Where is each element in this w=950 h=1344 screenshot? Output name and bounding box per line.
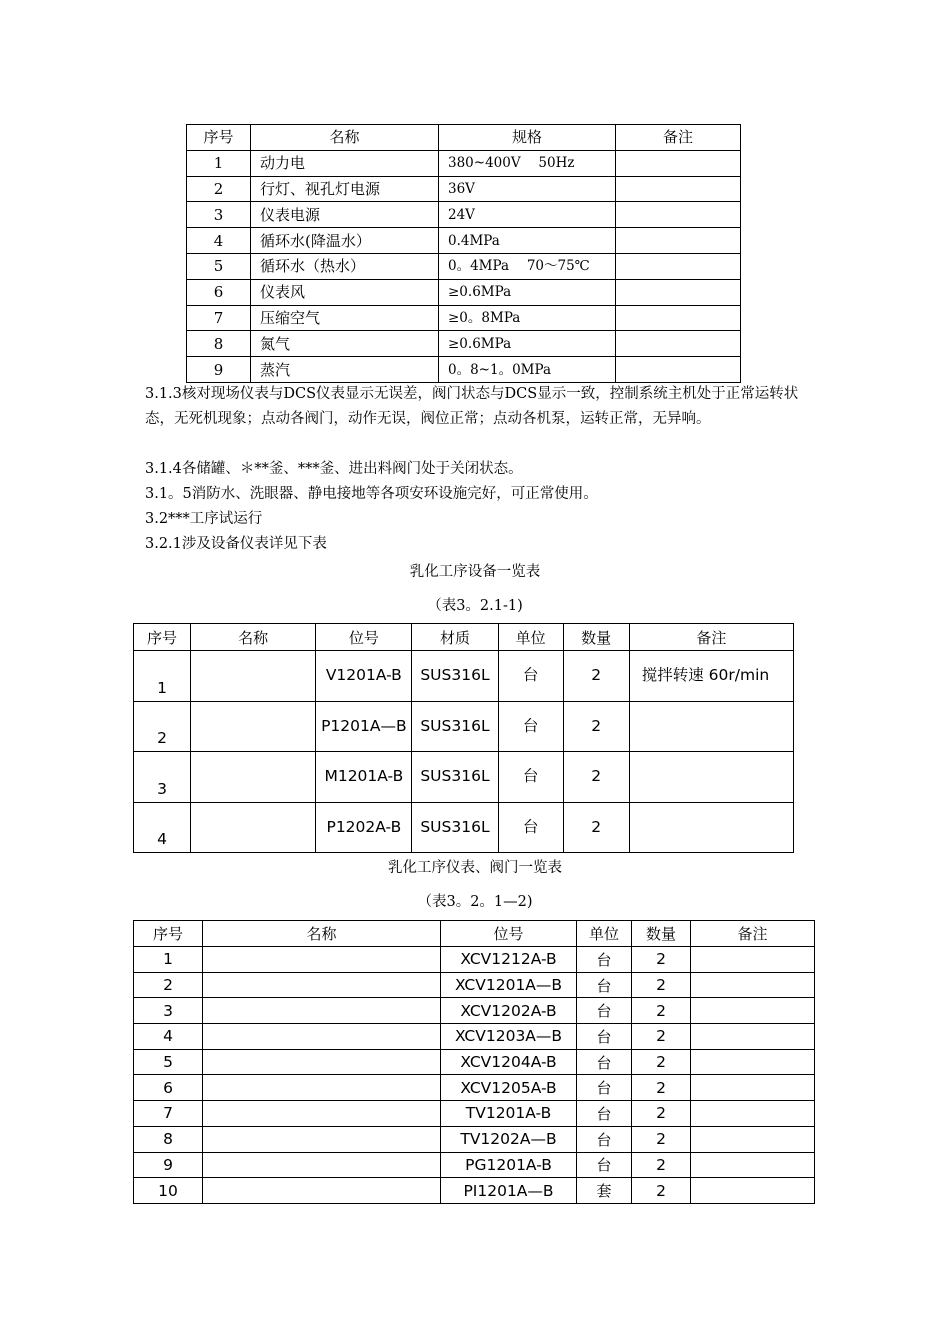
cell-remark [629, 752, 793, 803]
cell-remark [616, 228, 741, 254]
cell-remark [691, 1152, 815, 1178]
cell-remark [691, 1075, 815, 1101]
header-no: 序号 [187, 125, 251, 151]
cell-remark [691, 1101, 815, 1127]
cell-no: 5 [134, 1049, 203, 1075]
cell-no: 9 [134, 1152, 203, 1178]
cell-unit: 台 [498, 752, 563, 803]
cell-name [203, 1101, 441, 1127]
cell-tag: V1201A-B [316, 651, 412, 702]
cell-name [203, 947, 441, 973]
cell-tag: P1201A—B [316, 701, 412, 752]
table-row [187, 357, 741, 383]
cell-remark [691, 1126, 815, 1152]
header-remark: 备注 [616, 125, 741, 151]
cell-no: 6 [187, 279, 251, 305]
cell-no: 2 [134, 701, 191, 752]
cell-no: 1 [187, 150, 251, 176]
cell-tag: XCV1202A-B [441, 998, 577, 1024]
cell-unit: 台 [577, 998, 632, 1024]
cell-name [203, 1024, 441, 1050]
cell-name [203, 1049, 441, 1075]
cell-name [203, 1178, 441, 1204]
header-no: 序号 [134, 624, 191, 651]
cell-unit: 套 [577, 1178, 632, 1204]
cell-no: 6 [134, 1075, 203, 1101]
table-row [187, 279, 741, 305]
cell-tag: PG1201A-B [441, 1152, 577, 1178]
cell-name [203, 972, 441, 998]
table-row [134, 1101, 815, 1127]
cell-remark [616, 305, 741, 331]
cell-qty: 2 [563, 752, 629, 803]
cell-name [203, 1075, 441, 1101]
cell-unit: 台 [577, 1101, 632, 1127]
cell-remark [691, 998, 815, 1024]
cell-spec: 0。4MPa 70～75℃ [439, 253, 616, 279]
cell-qty: 2 [632, 1075, 691, 1101]
table-header-row [134, 921, 815, 947]
cell-spec: 36V [439, 176, 616, 202]
cell-no: 1 [134, 947, 203, 973]
cell-tag: XCV1203A—B [441, 1024, 577, 1050]
paragraph-3-1-3: 3.1.3核对现场仪表与DCS仪表显示无误差，阀门状态与DCS显示一致，控制系统主机处于正常运转状态，无死机现象；点动各阀门，动作无误，阀位正常；点动各机泵，运转正常，无异响。 [145, 386, 799, 427]
table-row [134, 972, 815, 998]
cell-name: 仪表风 [251, 279, 439, 305]
cell-no: 2 [134, 972, 203, 998]
equipment-table [133, 623, 794, 853]
header-spec: 规格 [439, 125, 616, 151]
cell-unit: 台 [498, 701, 563, 752]
header-unit: 单位 [577, 921, 632, 947]
paragraph-3-1-4: 3.1.4各储罐、＊**釜、***釜、进出料阀门处于关闭状态。 [145, 461, 523, 477]
table-row [187, 228, 741, 254]
header-material: 材质 [412, 624, 498, 651]
table-row [134, 1178, 815, 1204]
cell-no: 9 [187, 357, 251, 383]
table-row [187, 150, 741, 176]
cell-tag: XCV1201A—B [441, 972, 577, 998]
cell-qty: 2 [632, 1126, 691, 1152]
table-row [134, 998, 815, 1024]
cell-unit: 台 [577, 947, 632, 973]
cell-tag: TV1202A—B [441, 1126, 577, 1152]
cell-qty: 2 [632, 1049, 691, 1075]
cell-spec: 380~400V 50Hz [439, 150, 616, 176]
header-no: 序号 [134, 921, 203, 947]
table-header-row [134, 624, 794, 651]
cell-no: 2 [187, 176, 251, 202]
header-name: 名称 [251, 125, 439, 151]
cell-tag: TV1201A-B [441, 1101, 577, 1127]
cell-qty: 2 [632, 1024, 691, 1050]
table-row [187, 176, 741, 202]
cell-name [191, 701, 316, 752]
cell-qty: 2 [632, 972, 691, 998]
table-row [134, 1126, 815, 1152]
cell-remark [616, 331, 741, 357]
header-name: 名称 [203, 921, 441, 947]
equipment-table-title: 乳化工序设备一览表 [409, 564, 541, 580]
cell-tag: XCV1212A-B [441, 947, 577, 973]
cell-remark [616, 253, 741, 279]
cell-name [191, 651, 316, 702]
cell-material: SUS316L [412, 651, 498, 702]
cell-spec: 0。8~1。0MPa [439, 357, 616, 383]
heading-3-2: 3.2***工序试运行 [145, 511, 263, 527]
header-name: 名称 [191, 624, 316, 651]
cell-name: 压缩空气 [251, 305, 439, 331]
cell-qty: 2 [563, 651, 629, 702]
cell-unit: 台 [498, 802, 563, 853]
table-row [187, 253, 741, 279]
table-row [187, 305, 741, 331]
cell-no: 8 [187, 331, 251, 357]
cell-qty: 2 [563, 802, 629, 853]
cell-remark [691, 947, 815, 973]
cell-name [191, 752, 316, 803]
cell-name [203, 998, 441, 1024]
cell-material: SUS316L [412, 752, 498, 803]
cell-unit: 台 [577, 972, 632, 998]
table-row [134, 651, 794, 702]
cell-unit: 台 [577, 1049, 632, 1075]
table-row [134, 701, 794, 752]
cell-material: SUS316L [412, 701, 498, 752]
table-row [134, 947, 815, 973]
cell-tag: XCV1204A-B [441, 1049, 577, 1075]
cell-remark [616, 176, 741, 202]
cell-remark [691, 1178, 815, 1204]
cell-no: 7 [187, 305, 251, 331]
cell-unit: 台 [577, 1152, 632, 1178]
cell-no: 3 [134, 752, 191, 803]
header-qty: 数量 [563, 624, 629, 651]
cell-unit: 台 [577, 1126, 632, 1152]
cell-remark [691, 1049, 815, 1075]
cell-qty: 2 [632, 1178, 691, 1204]
cell-name [191, 802, 316, 853]
table-row [134, 1152, 815, 1178]
cell-no: 4 [134, 1024, 203, 1050]
cell-no: 4 [134, 802, 191, 853]
cell-spec: ≥0.6MPa [439, 331, 616, 357]
header-remark: 备注 [691, 921, 815, 947]
table-header-row [187, 125, 741, 151]
cell-remark [691, 972, 815, 998]
cell-no: 7 [134, 1101, 203, 1127]
table-row [134, 1024, 815, 1050]
cell-no: 10 [134, 1178, 203, 1204]
cell-qty: 2 [632, 1152, 691, 1178]
cell-name [203, 1152, 441, 1178]
header-unit: 单位 [498, 624, 563, 651]
cell-no: 3 [134, 998, 203, 1024]
table-row [134, 802, 794, 853]
cell-no: 8 [134, 1126, 203, 1152]
cell-unit: 台 [498, 651, 563, 702]
paragraph-3-2-1: 3.2.1涉及设备仪表详见下表 [145, 536, 327, 552]
cell-name: 仪表电源 [251, 202, 439, 228]
instrument-table [133, 920, 815, 1204]
cell-spec: ≥0。8MPa [439, 305, 616, 331]
header-tag: 位号 [316, 624, 412, 651]
cell-remark [629, 701, 793, 752]
cell-remark [616, 150, 741, 176]
header-remark: 备注 [629, 624, 793, 651]
table-row [134, 1075, 815, 1101]
cell-no: 3 [187, 202, 251, 228]
table-row [134, 752, 794, 803]
cell-name: 循环水(降温水） [251, 228, 439, 254]
cell-name: 循环水（热水） [251, 253, 439, 279]
cell-tag: XCV1205A-B [441, 1075, 577, 1101]
cell-spec: 0.4MPa [439, 228, 616, 254]
cell-qty: 2 [563, 701, 629, 752]
cell-no: 4 [187, 228, 251, 254]
cell-unit: 台 [577, 1024, 632, 1050]
header-qty: 数量 [632, 921, 691, 947]
cell-material: SUS316L [412, 802, 498, 853]
cell-remark: 搅拌转速 60r/min [629, 651, 793, 702]
table-row [187, 202, 741, 228]
cell-spec: 24V [439, 202, 616, 228]
cell-qty: 2 [632, 1101, 691, 1127]
instrument-table-caption: （表3。2。1—2) [417, 894, 533, 910]
paragraph-3-1-5: 3.1。5消防水、洗眼器、静电接地等各项安环设施完好，可正常使用。 [145, 486, 598, 502]
cell-qty: 2 [632, 998, 691, 1024]
cell-remark [616, 279, 741, 305]
cell-qty: 2 [632, 947, 691, 973]
utilities-table [186, 124, 741, 383]
cell-name: 氮气 [251, 331, 439, 357]
cell-remark [629, 802, 793, 853]
cell-remark [616, 357, 741, 383]
table-row [134, 1049, 815, 1075]
cell-name: 行灯、视孔灯电源 [251, 176, 439, 202]
cell-name: 蒸汽 [251, 357, 439, 383]
cell-remark [616, 202, 741, 228]
cell-tag: M1201A-B [316, 752, 412, 803]
cell-no: 1 [134, 651, 191, 702]
cell-no: 5 [187, 253, 251, 279]
cell-name [203, 1126, 441, 1152]
header-tag: 位号 [441, 921, 577, 947]
cell-tag: P1202A-B [316, 802, 412, 853]
equipment-table-caption: （表3。2.1-1) [427, 598, 523, 614]
table-row [187, 331, 741, 357]
cell-tag: PI1201A—B [441, 1178, 577, 1204]
cell-unit: 台 [577, 1075, 632, 1101]
instrument-table-title: 乳化工序仪表、阀门一览表 [388, 860, 562, 876]
cell-spec: ≥0.6MPa [439, 279, 616, 305]
cell-name: 动力电 [251, 150, 439, 176]
cell-remark [691, 1024, 815, 1050]
